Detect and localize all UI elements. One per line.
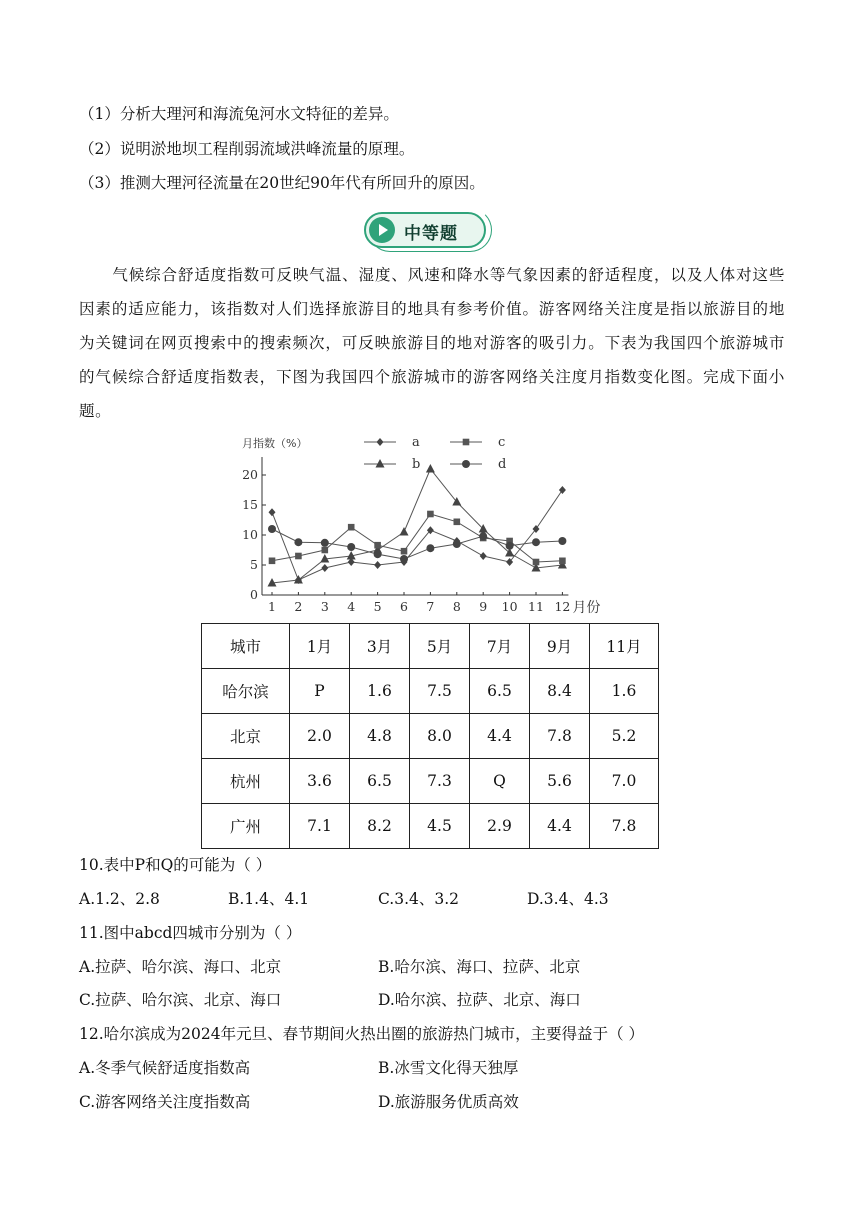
data-point-c	[374, 542, 381, 549]
data-point-d	[479, 532, 487, 540]
data-point-c	[401, 548, 408, 555]
series-line-c	[272, 514, 562, 562]
data-point-c	[269, 558, 276, 565]
q12-option-c[interactable]: C.游客网络关注度指数高	[79, 1093, 251, 1111]
table-cell: 7.3	[410, 759, 470, 804]
table-cell: 杭州	[202, 759, 290, 804]
data-point-c	[454, 519, 461, 526]
table-cell: 4.5	[410, 804, 470, 849]
data-point-a	[480, 552, 487, 560]
q10-option-b[interactable]: B.1.4、4.1	[228, 890, 310, 908]
legend-item-b	[364, 457, 420, 472]
table-cell: 6.5	[470, 669, 530, 714]
series-line-d	[272, 529, 562, 559]
x-tick-label: 4	[347, 599, 356, 614]
table-cell: 2.9	[470, 804, 530, 849]
legend-label: a	[412, 435, 420, 450]
table-cell: P	[290, 669, 350, 714]
table-header-cell: 城市	[202, 624, 290, 669]
table-cell: 6.5	[350, 759, 410, 804]
y-tick-label: 15	[242, 497, 258, 512]
data-point-b	[294, 575, 303, 584]
data-point-a	[269, 508, 276, 516]
legend-label: c	[498, 435, 506, 450]
q10-stem: 10.表中P和Q的可能为（ ）	[79, 856, 272, 874]
table-header-cell: 7月	[470, 624, 530, 669]
table-cell: 5.6	[530, 759, 590, 804]
data-point-d	[321, 539, 329, 547]
line-chart	[230, 432, 650, 622]
x-tick-label: 2	[294, 599, 303, 614]
q10-option-c[interactable]: C.3.4、3.2	[378, 890, 460, 908]
legend-marker	[377, 438, 384, 446]
data-point-c	[427, 511, 434, 518]
data-point-b	[400, 527, 409, 536]
data-point-d	[558, 537, 566, 545]
table-cell: 8.4	[530, 669, 590, 714]
q10-option-d[interactable]: D.3.4、4.3	[527, 890, 609, 908]
table-cell: 8.0	[410, 714, 470, 759]
table-row	[202, 804, 659, 849]
q12-option-d[interactable]: D.旅游服务优质高效	[378, 1093, 519, 1111]
table-cell: 7.5	[410, 669, 470, 714]
table-cell: 4.8	[350, 714, 410, 759]
q12-option-a[interactable]: A.冬季气候舒适度指数高	[79, 1059, 251, 1077]
table-header-cell: 1月	[290, 624, 350, 669]
question-line-3: （3）推测大理河径流量在20世纪90年代有所回升的原因。	[79, 174, 485, 192]
q11-stem: 11.图中abcd四城市分别为（ ）	[79, 924, 302, 942]
table-cell: 4.4	[470, 714, 530, 759]
table-header-cell: 9月	[530, 624, 590, 669]
data-point-c	[533, 559, 540, 566]
data-point-d	[400, 555, 408, 563]
x-tick-label: 9	[479, 599, 488, 614]
passage	[79, 258, 785, 428]
x-tick-label: 11	[528, 599, 544, 614]
q11-option-a[interactable]: A.拉萨、哈尔滨、海口、北京	[79, 958, 282, 976]
data-point-c	[348, 524, 355, 531]
x-tick-label: 6	[400, 599, 408, 614]
question-line-1: （1）分析大理河和海流兔河水文特征的差异。	[79, 105, 399, 123]
data-point-a	[321, 564, 328, 572]
table-cell: 5.2	[590, 714, 659, 759]
legend-label: d	[498, 457, 507, 472]
question-line-2: （2）说明淤地坝工程削弱流域洪峰流量的原理。	[79, 140, 415, 158]
table-row	[202, 759, 659, 804]
x-axis-label: 月份	[572, 600, 601, 616]
data-point-d	[426, 544, 434, 552]
q10-option-a[interactable]: A.1.2、2.8	[79, 890, 160, 908]
legend-marker	[376, 459, 385, 468]
legend-label: b	[412, 457, 421, 472]
series-line-b	[272, 469, 562, 583]
table-cell: 7.8	[530, 714, 590, 759]
legend-item-c	[450, 435, 505, 450]
y-tick-label: 20	[242, 467, 258, 482]
legend-marker	[463, 439, 470, 446]
x-tick-label: 3	[320, 599, 329, 614]
data-point-d	[294, 538, 302, 546]
table-cell: 7.0	[590, 759, 659, 804]
table-header-row	[202, 624, 659, 669]
y-axis-label: 月指数（%）	[242, 437, 308, 450]
y-tick-label: 5	[250, 557, 258, 572]
table-header-cell: 3月	[350, 624, 410, 669]
table-cell: Q	[470, 759, 530, 804]
x-tick-label: 10	[501, 599, 518, 614]
table-cell: 广州	[202, 804, 290, 849]
table-cell: 北京	[202, 714, 290, 759]
table-cell: 4.4	[530, 804, 590, 849]
table-row	[202, 669, 659, 714]
data-point-a	[374, 561, 381, 569]
x-tick-label: 12	[554, 599, 571, 614]
x-tick-label: 5	[373, 599, 382, 614]
section-badge	[362, 208, 492, 252]
data-point-d	[347, 543, 355, 551]
table-cell: 1.6	[350, 669, 410, 714]
table-cell: 1.6	[590, 669, 659, 714]
table-cell: 7.1	[290, 804, 350, 849]
x-tick-label: 7	[426, 599, 435, 614]
table-cell: 哈尔滨	[202, 669, 290, 714]
q11-option-c[interactable]: C.拉萨、哈尔滨、北京、海口	[79, 991, 282, 1009]
data-point-d	[506, 542, 514, 550]
y-tick-label: 0	[250, 587, 258, 602]
y-tick-label: 10	[242, 527, 258, 542]
q11-option-b[interactable]: B.哈尔滨、海口、拉萨、北京	[378, 958, 581, 976]
table-header-cell: 11月	[590, 624, 659, 669]
x-tick-label: 1	[268, 599, 276, 614]
table-cell: 7.8	[590, 804, 659, 849]
data-point-d	[532, 538, 540, 546]
table-cell: 2.0	[290, 714, 350, 759]
table-header-cell: 5月	[410, 624, 470, 669]
table-cell: 3.6	[290, 759, 350, 804]
data-point-d	[453, 540, 461, 548]
data-point-c	[295, 553, 302, 560]
q11-option-d[interactable]: D.哈尔滨、拉萨、北京、海口	[378, 991, 581, 1009]
series-c	[269, 511, 566, 566]
series-d	[268, 525, 566, 563]
data-point-c	[559, 558, 566, 565]
q12-stem: 12.哈尔滨成为2024年元旦、春节期间火热出圈的旅游热门城市，主要得益于（ ）	[79, 1025, 645, 1043]
table-row	[202, 714, 659, 759]
data-point-d	[268, 525, 276, 533]
data-point-d	[374, 550, 382, 558]
passage-text: 气候综合舒适度指数可反映气温、湿度、风速和降水等气象因素的舒适程度，以及人体对这些因素的适应能力，该指数对人们选择旅游目的地具有参考价值。游客网络关注度是指以旅游目的地为关键词在网页搜索中的搜索频次，可反映旅游目的地对游客的吸引力。下表为我国四个旅游城市的气候综合舒适度指数表，下图为我国四个旅游城市的游客网络关注度月指数变化图。完成下面小题。	[79, 266, 785, 420]
q12-option-b[interactable]: B.冰雪文化得天独厚	[378, 1059, 519, 1077]
legend-marker	[462, 460, 470, 468]
series-b	[268, 464, 567, 587]
data-point-b	[426, 464, 435, 473]
legend-item-a	[364, 435, 420, 450]
x-tick-label: 8	[452, 599, 461, 614]
comfort-index-table	[201, 623, 659, 849]
section-badge-label: 中等题	[404, 224, 458, 244]
play-icon	[369, 217, 395, 243]
legend-item-d	[450, 457, 506, 472]
data-point-c	[322, 547, 329, 554]
table-cell: 8.2	[350, 804, 410, 849]
